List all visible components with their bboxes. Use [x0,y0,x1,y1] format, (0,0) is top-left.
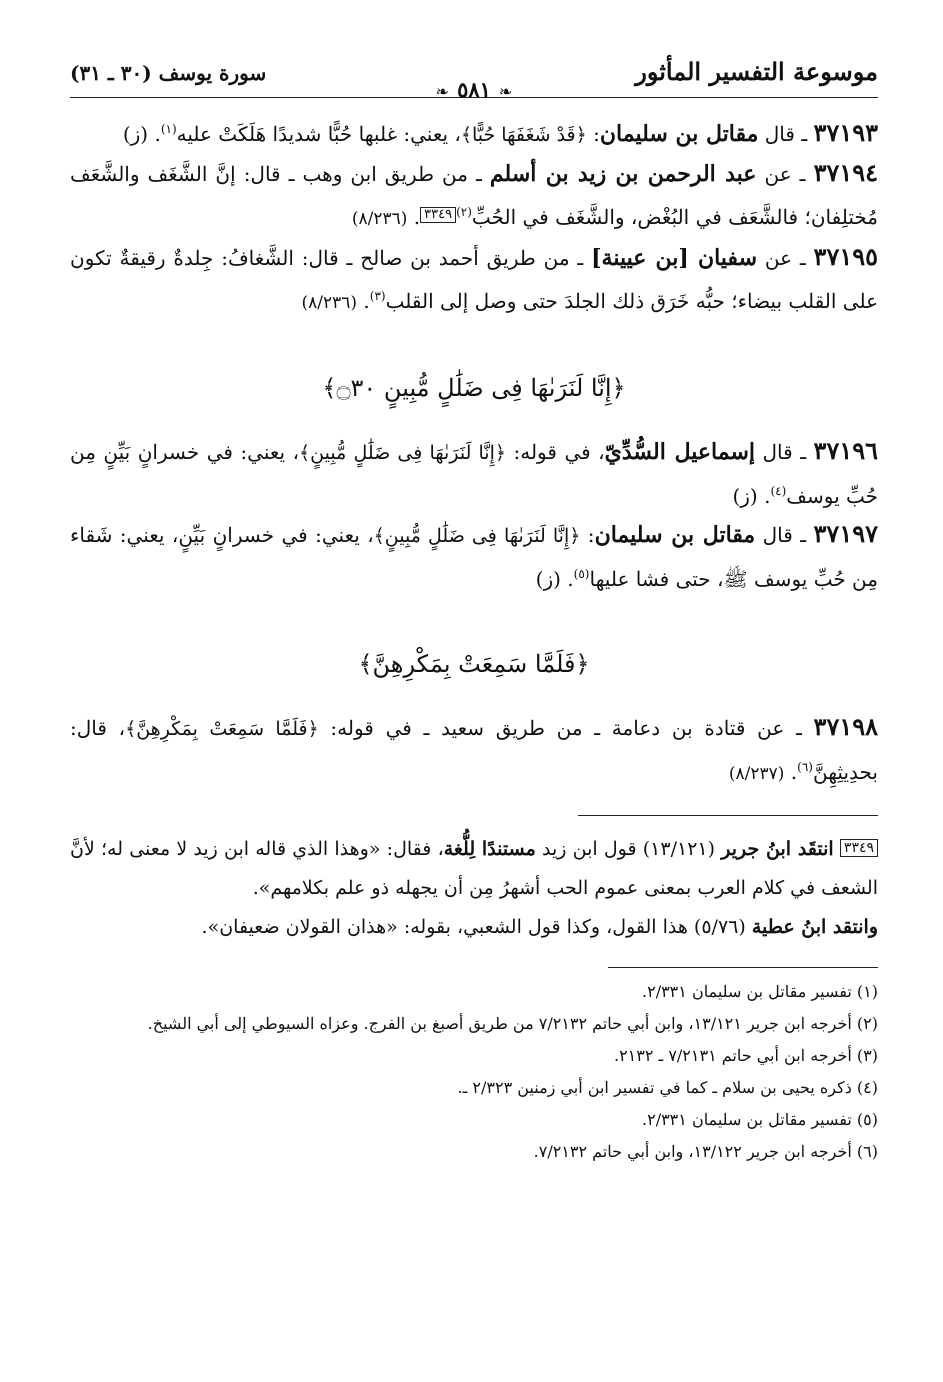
footnote-ref: (٢) [456,205,472,219]
page-header [70,55,878,102]
source-ref: (٨/٢٣٧) [728,764,785,784]
entry-37196 [70,432,878,515]
footnote-ref: (١) [160,122,177,136]
page [70,55,878,1168]
note-critic-2: وانتقد ابنُ عطية [751,916,878,938]
narrator-name: مقاتل بن سليمان [594,522,756,548]
entry-text: . [784,760,798,784]
entry-text: : [580,523,595,547]
narrator-name: إسماعيل السُّدِّيّ [604,439,756,465]
note-text: (٥/٧٦) هذا القول، وكذا قول الشعبي، بقوله: «هذان القولان ضعيفان». [201,916,752,938]
entry-number: ٣٧١٩٥ [813,242,878,271]
entry-text: ـ عن [756,162,814,186]
scholarly-note [70,830,878,947]
footnote-1: (١) تفسير مقاتل بن سليمان ٢/٣٣١. [642,982,878,1001]
note-marker-box: ٣٣٤٩ [840,839,878,857]
note-marker-box: ٣٣٤٩ [420,207,456,223]
entry-37195 [70,238,878,322]
sura-title: سورة يوسف (٣٠ ـ ٣١) [70,61,267,85]
entry-text: . (ز) [732,484,771,508]
entry-37193 [70,110,878,154]
source-ref: (٨/٢٣٦) [351,209,408,229]
footnote-2: (٢) أخرجه ابن جرير ١٣/١٢١، وابن أبي حاتم ٧/٢١٣٢ من طريق أصبغ بن الفرج. وعزاه السيوطي إلى أبي الشيخ. [147,1014,878,1033]
entry-number: ٣٧١٩٤ [813,158,879,187]
verse-heading-30: ﴿إِنَّا لَنَرَىٰهَا فِى ضَلَٰلٍ مُّبِينٍ ۝٣٠﴾ [322,374,626,402]
note-text: (١٣/١٢١) قول ابن زيد [535,838,722,860]
entry-text: . (ز) [122,122,161,146]
entry-number: ٣٧١٩٨ [813,712,878,741]
footnote-ref: (٤) [770,484,787,498]
entry-number: ٣٧١٩٧ [813,519,878,548]
entry-text: . [407,205,421,229]
note-critic-1: انتقَد ابنُ جرير [721,838,834,860]
footnotes-rule [608,967,878,968]
footnote-ref: (٣) [369,289,386,303]
entry-text: ـ عن [757,246,814,270]
notes-divider [578,815,878,816]
narrator-name: مقاتل بن سليمان [599,121,759,147]
note-paragraph-1 [70,830,878,908]
entry-text: ، قال: بحدِيثِهِنَّ [70,716,878,784]
entry-text: : [586,122,600,146]
entry-37194 [70,154,878,238]
entries-group-3 [70,708,878,793]
entry-text: ، في قوله: [506,440,605,464]
entry-text: ، يعني: في خسرانٍ بَيِّنٍ، يعني: شَقاء مِن حُبِّ يوسف ﷺ، حتى فشا عليها [70,523,878,591]
entry-text: ـ من طريق أحمد بن صالح ـ قال: الشَّغافُ: جِلدةٌ رقيقةٌ تكون على القلب بيضاء؛ حبُّه خَرَق ذلك الجلدَ حتى وصل إلى القلب [70,246,878,313]
entries-group-1 [70,110,878,322]
entry-text: . (ز) [535,567,574,591]
verse-heading-31: ﴿فَلَمَّا سَمِعَتْ بِمَكْرِهِنَّ﴾ [358,650,590,678]
source-ref: (٨/٢٣٦) [301,293,358,313]
note-text: ، فقال: «وهذا الذي قاله ابن زيد لا معنى له؛ لأنَّ الشعف في كلام العرب بمعنى عموم الحب أشهرُ مِن أن يجهله ذو علم بكلامهم». [70,838,878,899]
note-emphasis: مستندًا لِلُّغة [443,838,536,860]
entry-text: ، يعني: غلبها حُبًّا شديدًا هَلَكَتْ عليه [176,122,461,146]
entry-text: ـ قال [758,122,814,146]
entry-number: ٣٧١٩٣ [813,118,878,147]
quran-quote: ﴿قَدْ شَغَفَهَا حُبًّا﴾ [460,124,587,146]
note-paragraph-2 [70,908,878,947]
footnotes [70,976,878,1168]
page-number: ٥٨١ [457,77,491,102]
quran-quote: ﴿إِنَّا لَنَرَىٰهَا فِى ضَلَٰلٍ مُّبِينٍ﴾ [373,525,581,547]
ornament-right: ❧ [498,82,513,101]
footnote-ref: (٦) [797,760,813,774]
footnote-ref: (٥) [573,567,590,581]
entry-text: ـ قال [755,523,814,547]
footnote-3: (٣) أخرجه ابن أبي حاتم ٧/٢١٣١ ـ ٢١٣٢. [613,1046,878,1065]
footnote-6: (٦) أخرجه ابن جرير ١٣/١٢٢، وابن أبي حاتم ٧/٢١٣٢. [533,1142,878,1161]
book-title: موسوعة التفسير المأثور [635,57,878,86]
entry-number: ٣٧١٩٦ [813,436,878,465]
ornament-left: ❧ [435,82,450,101]
entry-37198 [70,708,878,793]
entries-group-2 [70,432,878,598]
footnote-5: (٥) تفسير مقاتل بن سليمان ٢/٣٣١. [642,1110,878,1129]
entry-text: ـ قال [755,440,814,464]
footnote-4: (٤) ذكره يحيى بن سلام ـ كما في تفسير ابن أبي زمنين ٢/٣٢٣ ـ. [457,1078,878,1097]
quran-quote: ﴿فَلَمَّا سَمِعَتْ بِمَكْرِهِنَّ﴾ [125,718,319,740]
entry-text: ، يعني: في خسرانٍ بَيِّنٍ مِن حُبِّ يوسف [70,440,878,508]
narrator-name: عبد الرحمن بن زيد بن أسلم [489,161,757,187]
entry-text: . [357,289,370,313]
narrator-name: سفيان [بن عيينة] [591,245,757,271]
page-number-block [70,77,878,102]
quran-quote: ﴿إِنَّا لَنَرَىٰهَا فِى ضَلَٰلٍ مُّبِينٍ﴾ [299,442,507,464]
entry-text: ـ من طريق ابن وهب ـ قال: إنَّ الشَّغَف والشَّعَف مُختلِفان؛ فالشَّعَف في البُغْض، والشَّغَف في الحُبِّ [70,162,878,229]
entry-37197 [70,515,878,598]
entry-text: ـ عن قتادة بن دعامة ـ من طريق سعيد ـ في قوله: [318,716,814,740]
